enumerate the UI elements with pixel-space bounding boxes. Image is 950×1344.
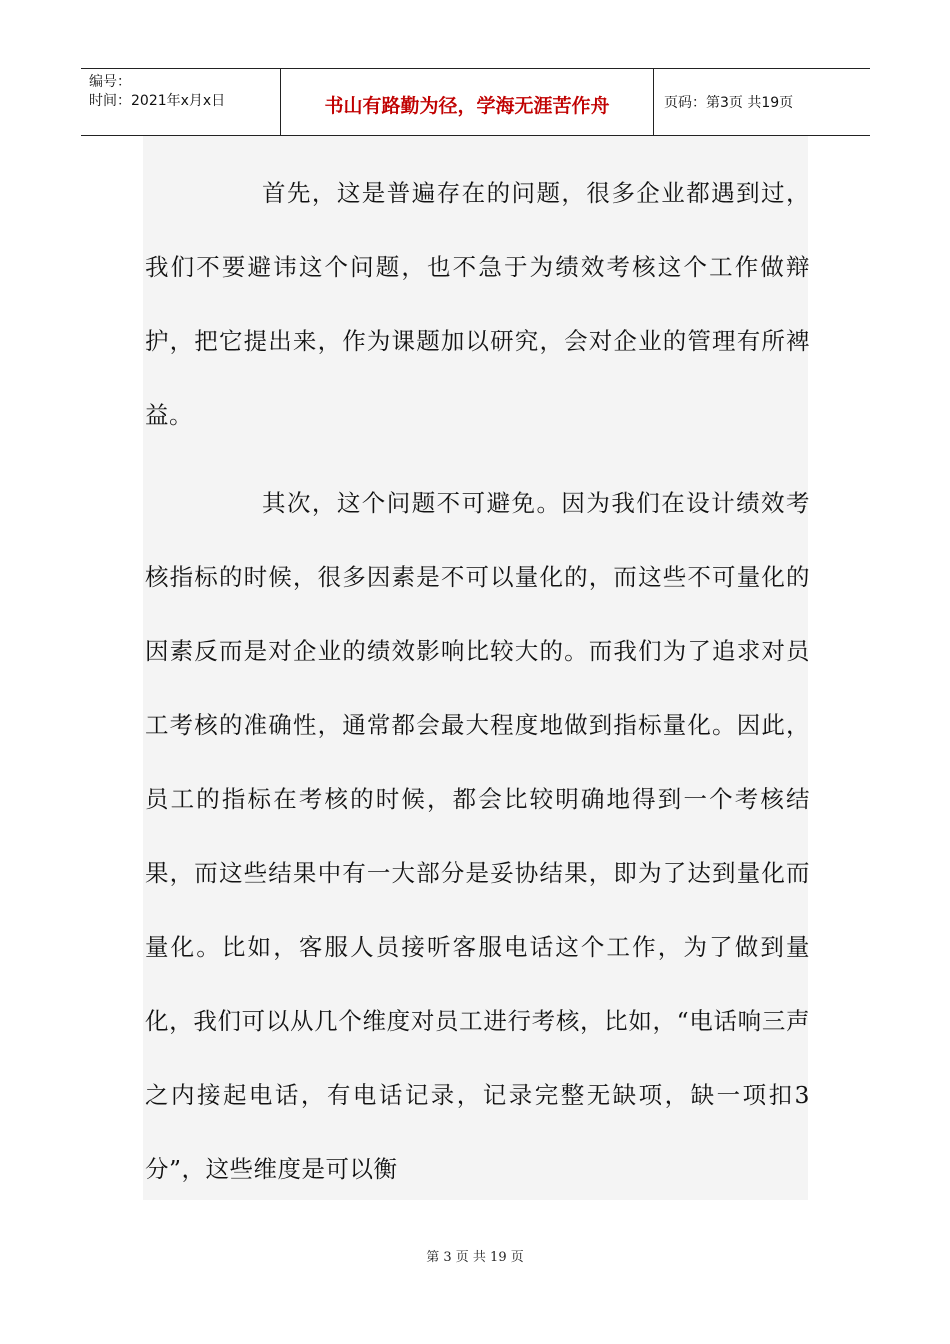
header-meta-cell xyxy=(81,69,281,135)
body-paragraph: 其次，这个问题不可避免。因为我们在设计绩效考核指标的时候，很多因素是不可以量化的，而这些不可量化的因素反而是对企业的绩效影响比较大的。而我们为了追求对员工考核的准确性，通常都会最大程度地做到指标量化。因此，员工的指标在考核的时候，都会比较明确地得到一个考核结果，而这些结果中有一大部分是妥协结果，即为了达到量化而量化。比如，客服人员接听客服电话这个工作，为了做到量化，我们可以从几个维度对员工进行考核，比如，“电话响三声之内接起电话，有电话记录，记录完整无缺项，缺一项扣3分”，这些维度是可以衡 xyxy=(145,489,810,1183)
document-number-label: 编号： xyxy=(89,74,131,90)
page-footer: 第 3 页 共 19 页 xyxy=(426,1250,524,1265)
document-header xyxy=(81,68,870,136)
header-motto: 书山有路勤为径，学海无涯苦作舟 xyxy=(281,69,654,135)
header-page-info: 页码：第3页 共19页 xyxy=(664,95,794,111)
body-paragraph: 首先，这是普遍存在的问题，很多企业都遇到过，我们不要避讳这个问题，也不急于为绩效考核这个工作做辩护，把它提出来，作为课题加以研究，会对企业的管理有所裨益。 xyxy=(145,179,810,429)
document-date: 时间：2021年x月x日 xyxy=(89,93,226,109)
